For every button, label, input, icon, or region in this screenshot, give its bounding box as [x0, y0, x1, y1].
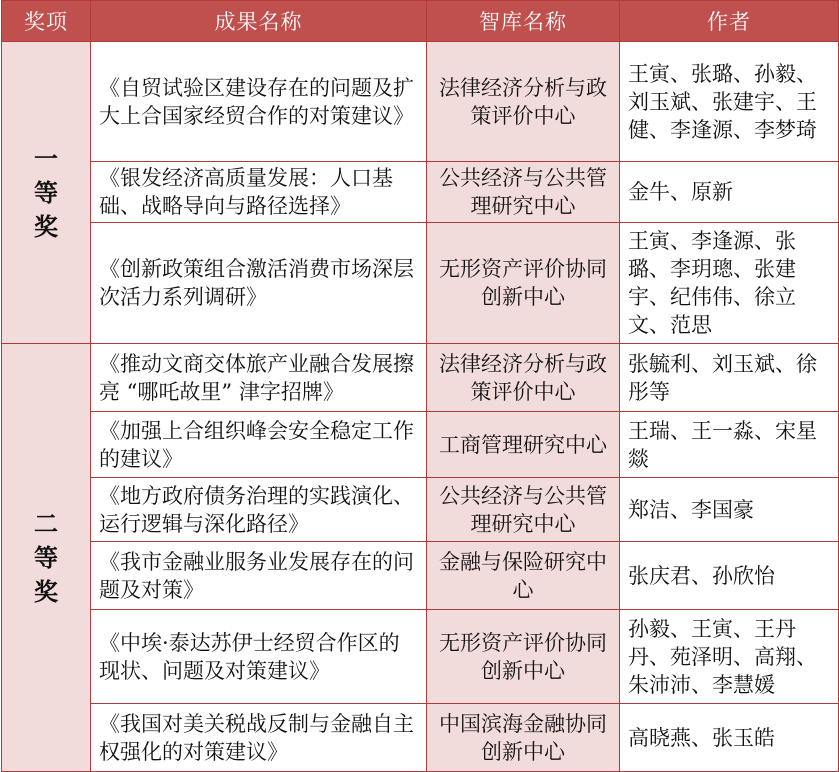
award-char: 等 [34, 177, 58, 207]
think-tank-name: 无形资产评价协同创新中心 [427, 223, 620, 344]
award-level-first [2, 42, 91, 344]
table-row [2, 542, 839, 610]
table-row [2, 478, 839, 542]
header-tank: 智库名称 [427, 1, 620, 42]
think-tank-name: 工商管理研究中心 [427, 412, 620, 478]
authors: 王瑞、王一淼、宋星燚 [620, 412, 839, 478]
result-title: 《创新政策组合激活消费市场深层次活力系列调研》 [91, 223, 427, 344]
result-title: 《中埃·泰达苏伊士经贸合作区的现状、问题及对策建议》 [91, 610, 427, 704]
think-tank-name: 法律经济分析与政策评价中心 [427, 42, 620, 162]
result-title: 《推动文商交体旅产业融合发展擦亮 “哪吒故里” 津字招牌》 [91, 344, 427, 412]
header-row [2, 1, 839, 42]
think-tank-name: 金融与保险研究中心 [427, 542, 620, 610]
table-row [2, 223, 839, 344]
authors: 孙毅、王寅、王丹丹、苑泽明、高翔、朱沛沛、李慧媛 [620, 610, 839, 704]
table-row [2, 344, 839, 412]
award-level-second [2, 344, 91, 772]
authors: 郑洁、李国豪 [620, 478, 839, 542]
authors: 张毓利、刘玉斌、徐彤等 [620, 344, 839, 412]
think-tank-name: 无形资产评价协同创新中心 [427, 610, 620, 704]
award-char: 奖 [34, 576, 58, 606]
table-row [2, 42, 839, 162]
authors: 金牛、原新 [620, 162, 839, 223]
think-tank-name: 中国滨海金融协同创新中心 [427, 704, 620, 772]
award-char: 二 [34, 508, 58, 538]
table-row [2, 704, 839, 772]
result-title: 《我国对美关税战反制与金融自主权强化的对策建议》 [91, 704, 427, 772]
authors: 王寅、李逢源、张璐、李玥璁、张建宇、纪伟伟、徐立文、范思 [620, 223, 839, 344]
header-award: 奖项 [2, 1, 91, 42]
result-title: 《加强上合组织峰会安全稳定工作的建议》 [91, 412, 427, 478]
result-title: 《自贸试验区建设存在的问题及扩大上合国家经贸合作的对策建议》 [91, 42, 427, 162]
think-tank-name: 公共经济与公共管理研究中心 [427, 478, 620, 542]
authors: 高晓燕、张玉皓 [620, 704, 839, 772]
think-tank-name: 法律经济分析与政策评价中心 [427, 344, 620, 412]
result-title: 《我市金融业服务业发展存在的问题及对策》 [91, 542, 427, 610]
authors: 张庆君、孙欣怡 [620, 542, 839, 610]
authors: 王寅、张璐、孙毅、刘玉斌、张建宇、王健、李逢源、李梦琦 [620, 42, 839, 162]
think-tank-name: 公共经济与公共管理研究中心 [427, 162, 620, 223]
table-row [2, 412, 839, 478]
awards-table [1, 0, 839, 772]
table-row [2, 162, 839, 223]
result-title: 《地方政府债务治理的实践演化、运行逻辑与深化路径》 [91, 478, 427, 542]
header-title: 成果名称 [91, 1, 427, 42]
award-char: 等 [34, 542, 58, 572]
table-row [2, 610, 839, 704]
award-char: 奖 [34, 211, 58, 241]
award-char: 一 [34, 143, 58, 173]
header-authors: 作者 [620, 1, 839, 42]
result-title: 《银发经济高质量发展：人口基础、战略导向与路径选择》 [91, 162, 427, 223]
